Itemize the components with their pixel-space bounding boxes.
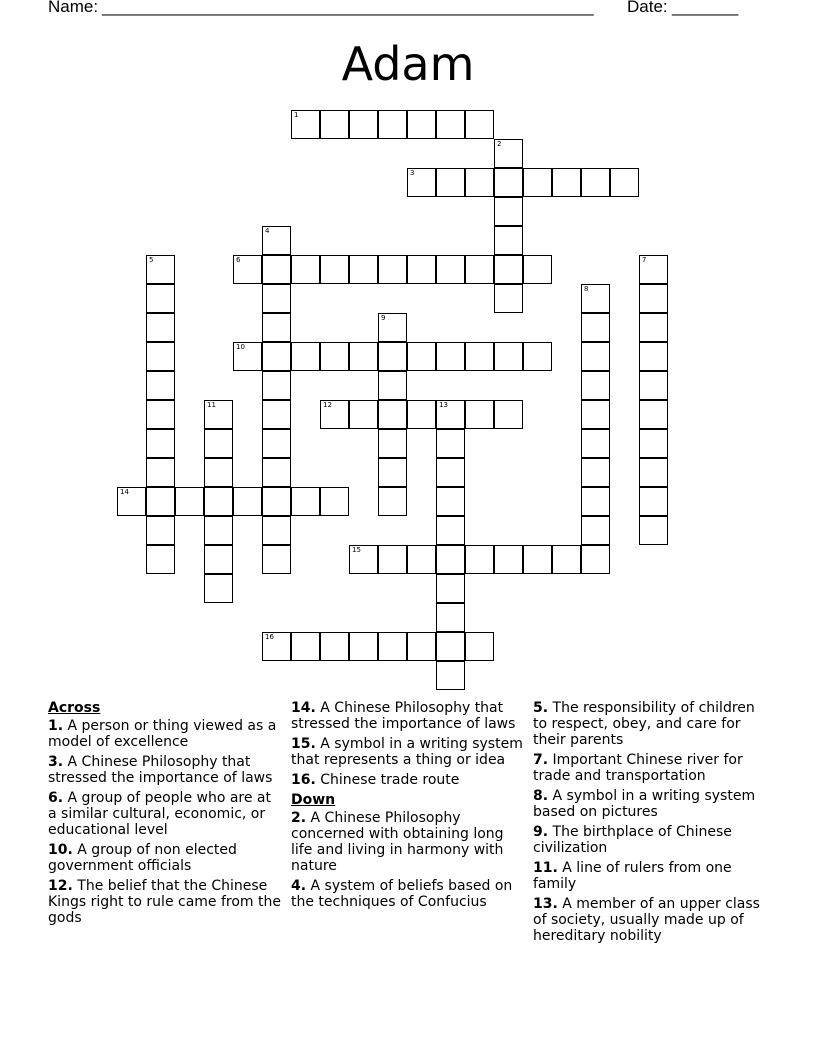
crossword-cell[interactable] — [291, 487, 320, 516]
crossword-cell[interactable] — [204, 574, 233, 603]
clue-number: 6 — [236, 256, 241, 264]
crossword-cell[interactable] — [523, 168, 552, 197]
crossword-cell[interactable] — [639, 284, 668, 313]
crossword-cell[interactable] — [320, 400, 349, 429]
crossword-cell[interactable] — [465, 632, 494, 661]
crossword-cell[interactable] — [262, 458, 291, 487]
crossword-cell[interactable] — [639, 371, 668, 400]
clue-across-12: 12. The belief that the Chinese Kings right to rule came from the gods — [48, 878, 281, 926]
clue-number: 9 — [381, 314, 386, 322]
crossword-cell[interactable] — [262, 516, 291, 545]
crossword-cell[interactable] — [436, 255, 465, 284]
crossword-cell[interactable] — [494, 197, 523, 226]
crossword-cell[interactable] — [436, 574, 465, 603]
crossword-cell[interactable] — [436, 110, 465, 139]
crossword-cell[interactable] — [349, 632, 378, 661]
crossword-cell[interactable] — [581, 371, 610, 400]
crossword-cell[interactable] — [349, 400, 378, 429]
crossword-cell[interactable] — [494, 255, 523, 284]
crossword-cell[interactable] — [639, 313, 668, 342]
crossword-cell[interactable] — [204, 487, 233, 516]
clue-number: 13 — [439, 401, 448, 409]
crossword-cell[interactable] — [581, 487, 610, 516]
crossword-cell[interactable] — [320, 110, 349, 139]
crossword-cell[interactable] — [407, 545, 436, 574]
crossword-cell[interactable] — [146, 458, 175, 487]
clue-number: 7 — [642, 256, 647, 264]
crossword-cell[interactable] — [581, 342, 610, 371]
crossword-cell[interactable] — [146, 516, 175, 545]
crossword-cell[interactable] — [523, 342, 552, 371]
clues-column-1 — [48, 700, 284, 930]
crossword-cell[interactable] — [146, 313, 175, 342]
crossword-cell[interactable] — [465, 342, 494, 371]
crossword-cell[interactable] — [610, 168, 639, 197]
across-heading: Across — [48, 700, 101, 716]
crossword-cell[interactable] — [494, 400, 523, 429]
clue-down-4: 4. A system of beliefs based on the techniques of Confucius — [291, 878, 513, 910]
crossword-cell[interactable] — [378, 255, 407, 284]
crossword-cell[interactable] — [436, 661, 465, 690]
crossword-cell[interactable] — [436, 168, 465, 197]
clue-across-14: 14. A Chinese Philosophy that stressed the importance of laws — [291, 700, 516, 732]
crossword-cell[interactable] — [465, 255, 494, 284]
crossword-cell[interactable] — [465, 110, 494, 139]
clues-column-2 — [291, 700, 527, 914]
crossword-cell[interactable] — [262, 342, 291, 371]
crossword-cell[interactable] — [262, 255, 291, 284]
crossword-cell[interactable] — [436, 545, 465, 574]
crossword-cell[interactable] — [349, 342, 378, 371]
crossword-cell[interactable] — [494, 226, 523, 255]
crossword-cell[interactable] — [233, 342, 262, 371]
clue-down-11: 11. A line of rulers from one family — [533, 860, 732, 892]
crossword-cell[interactable] — [465, 168, 494, 197]
crossword-cell[interactable] — [581, 400, 610, 429]
clue-across-3: 3. A Chinese Philosophy that stressed the importance of laws — [48, 754, 273, 786]
name-field[interactable]: ____________________________________________________ — [102, 0, 594, 16]
crossword-cell[interactable] — [291, 255, 320, 284]
clue-number: 12 — [323, 401, 332, 409]
crossword-cell[interactable] — [436, 603, 465, 632]
crossword-cell[interactable] — [146, 400, 175, 429]
crossword-cell[interactable] — [291, 342, 320, 371]
crossword-cell[interactable] — [436, 632, 465, 661]
crossword-cell[interactable] — [349, 545, 378, 574]
crossword-cell[interactable] — [639, 342, 668, 371]
crossword-cell[interactable] — [349, 255, 378, 284]
crossword-cell[interactable] — [146, 429, 175, 458]
clue-down-7: 7. Important Chinese river for trade and transportation — [533, 752, 743, 784]
crossword-cell[interactable] — [436, 400, 465, 429]
crossword-cell[interactable] — [581, 284, 610, 313]
crossword-cell[interactable] — [494, 168, 523, 197]
clue-number: 14 — [120, 488, 129, 496]
crossword-cell[interactable] — [378, 487, 407, 516]
clue-down-9: 9. The birthplace of Chinese civilization — [533, 824, 732, 856]
crossword-cell[interactable] — [639, 429, 668, 458]
crossword-cell[interactable] — [262, 371, 291, 400]
crossword-cell[interactable] — [378, 110, 407, 139]
crossword-cell[interactable] — [204, 545, 233, 574]
clues-column-3 — [533, 700, 769, 948]
crossword-cell[interactable] — [233, 255, 262, 284]
crossword-cell[interactable] — [407, 400, 436, 429]
crossword-cell[interactable] — [204, 429, 233, 458]
crossword-cell[interactable] — [262, 284, 291, 313]
crossword-cell[interactable] — [378, 371, 407, 400]
crossword-cell[interactable] — [378, 632, 407, 661]
crossword-cell[interactable] — [262, 545, 291, 574]
clue-number: 2 — [497, 140, 502, 148]
crossword-cell[interactable] — [407, 632, 436, 661]
crossword-cell[interactable] — [581, 313, 610, 342]
crossword-cell[interactable] — [262, 313, 291, 342]
crossword-cell[interactable] — [291, 110, 320, 139]
crossword-cell[interactable] — [639, 458, 668, 487]
crossword-cell[interactable] — [378, 342, 407, 371]
crossword-cell[interactable] — [262, 429, 291, 458]
crossword-cell[interactable] — [407, 168, 436, 197]
crossword-cell[interactable] — [523, 255, 552, 284]
crossword-cell[interactable] — [146, 545, 175, 574]
crossword-cell[interactable] — [320, 632, 349, 661]
crossword-cell[interactable] — [291, 632, 320, 661]
crossword-cell[interactable] — [175, 487, 204, 516]
clue-number: 10 — [236, 343, 245, 351]
crossword-cell[interactable] — [320, 487, 349, 516]
crossword-cell[interactable] — [494, 284, 523, 313]
crossword-cell[interactable] — [494, 545, 523, 574]
crossword-cell[interactable] — [436, 487, 465, 516]
clue-number: 15 — [352, 546, 361, 554]
clue-across-6: 6. A group of people who are at a similar cultural, economic, or educational level — [48, 790, 272, 838]
clue-across-10: 10. A group of non elected government officials — [48, 842, 237, 874]
crossword-cell[interactable] — [552, 168, 581, 197]
clue-down-2: 2. A Chinese Philosophy concerned with obtaining long life and living in harmony with nature — [291, 810, 504, 874]
down-heading: Down — [291, 792, 336, 808]
clue-number: 11 — [207, 401, 216, 409]
crossword-cell[interactable] — [378, 458, 407, 487]
clue-down-5: 5. The responsibility of children to respect, obey, and care for their parents — [533, 700, 755, 748]
crossword-cell[interactable] — [465, 400, 494, 429]
crossword-cell[interactable] — [262, 400, 291, 429]
crossword-cell[interactable] — [407, 110, 436, 139]
crossword-cell[interactable] — [581, 516, 610, 545]
crossword-cell[interactable] — [581, 168, 610, 197]
crossword-cell[interactable] — [378, 545, 407, 574]
crossword-cell[interactable] — [407, 342, 436, 371]
crossword-cell[interactable] — [262, 632, 291, 661]
crossword-cell[interactable] — [233, 487, 262, 516]
clue-number: 3 — [410, 169, 415, 177]
clue-number: 1 — [294, 111, 299, 119]
crossword-cell[interactable] — [320, 255, 349, 284]
crossword-cell[interactable] — [146, 255, 175, 284]
crossword-cell[interactable] — [204, 516, 233, 545]
crossword-cell[interactable] — [465, 545, 494, 574]
crossword-cell[interactable] — [639, 400, 668, 429]
crossword-cell[interactable] — [262, 226, 291, 255]
crossword-cell[interactable] — [436, 516, 465, 545]
crossword-cell[interactable] — [146, 284, 175, 313]
crossword-cell[interactable] — [378, 429, 407, 458]
clue-down-13: 13. A member of an upper class of society, usually made up of hereditary nobility — [533, 896, 760, 944]
crossword-cell[interactable] — [494, 342, 523, 371]
clue-across-16: 16. Chinese trade route — [291, 772, 460, 788]
crossword-cell[interactable] — [581, 545, 610, 574]
crossword-cell[interactable] — [436, 342, 465, 371]
name-label: Name: — [48, 0, 99, 16]
crossword-cell[interactable] — [146, 487, 175, 516]
crossword-cell[interactable] — [262, 487, 291, 516]
crossword-cell[interactable] — [407, 255, 436, 284]
crossword-cell[interactable] — [146, 342, 175, 371]
crossword-cell[interactable] — [639, 487, 668, 516]
crossword-cell[interactable] — [494, 139, 523, 168]
clue-down-8: 8. A symbol in a writing system based on pictures — [533, 788, 756, 820]
clue-across-1: 1. A person or thing viewed as a model of excellence — [48, 718, 277, 750]
crossword-cell[interactable] — [204, 458, 233, 487]
crossword-cell[interactable] — [204, 400, 233, 429]
clue-number: 5 — [149, 256, 154, 264]
crossword-cell[interactable] — [436, 429, 465, 458]
page-title: Adam — [341, 37, 475, 91]
crossword-cell[interactable] — [639, 255, 668, 284]
crossword-cell[interactable] — [581, 429, 610, 458]
crossword-cell[interactable] — [378, 400, 407, 429]
date-label: Date: — [627, 0, 668, 16]
clue-across-15: 15. A symbol in a writing system that represents a thing or idea — [291, 736, 523, 768]
crossword-cell[interactable] — [349, 110, 378, 139]
crossword-cell[interactable] — [639, 516, 668, 545]
date-field[interactable]: _______ — [672, 0, 739, 16]
crossword-cell[interactable] — [581, 458, 610, 487]
crossword-cell[interactable] — [320, 342, 349, 371]
crossword-cell[interactable] — [117, 487, 146, 516]
crossword-cell[interactable] — [378, 313, 407, 342]
clue-number: 8 — [584, 285, 589, 293]
clue-number: 16 — [265, 633, 274, 641]
crossword-cell[interactable] — [552, 545, 581, 574]
clue-number: 4 — [265, 227, 270, 235]
crossword-cell[interactable] — [436, 458, 465, 487]
crossword-cell[interactable] — [146, 371, 175, 400]
crossword-cell[interactable] — [523, 545, 552, 574]
